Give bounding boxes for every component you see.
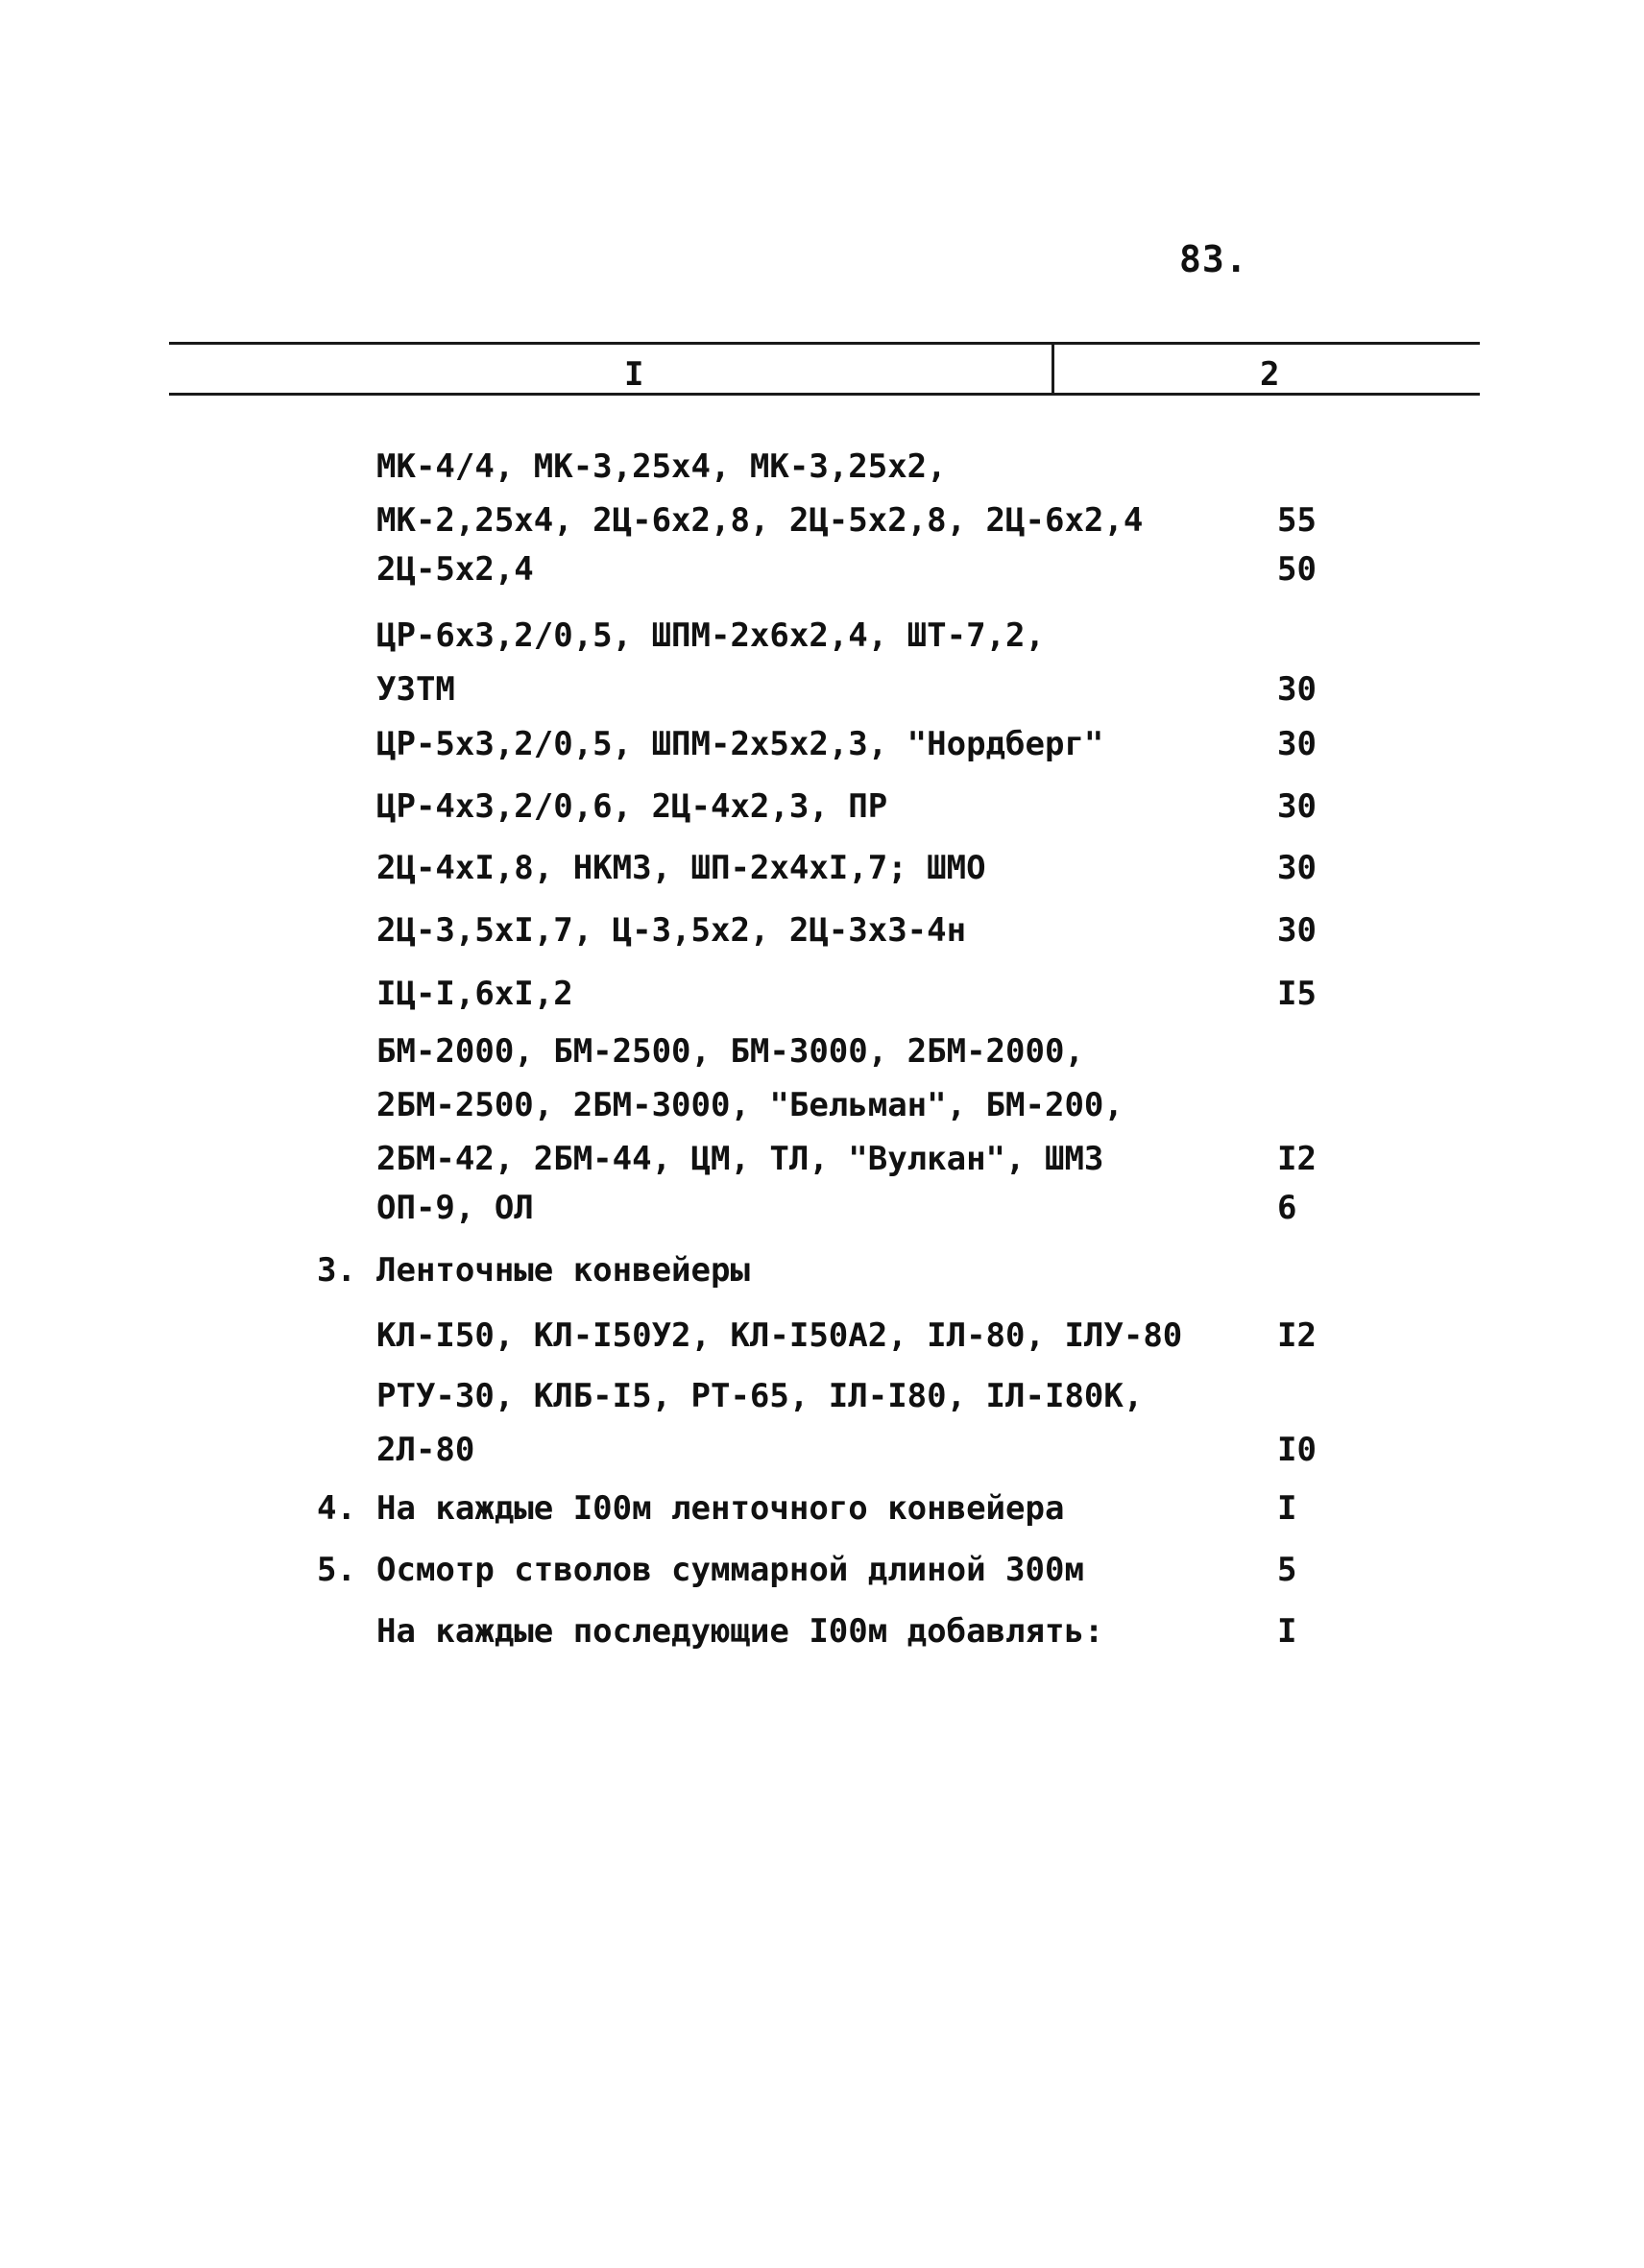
row-value: I [1277,1489,1297,1528]
row-number: 3. [317,1251,356,1290]
row-description [376,1025,1193,1186]
row-number: 4. [317,1489,356,1528]
row-description-line: ОП-9, ОЛ [376,1189,534,1227]
row-description-line: РТУ-30, КЛБ-I5, РТ-65, IЛ-I80, IЛ-I80К, [376,1377,1144,1415]
row-description-line: 2БМ-2500, 2БМ-3000, "Бельман", БМ-200, [376,1086,1124,1124]
row-description-line: 2БМ-42, 2БМ-44, ЦМ, ТЛ, "Вулкан", ШМЗ [376,1140,1104,1178]
row-value: 30 [1277,787,1317,826]
row-description-line: ЦР-4х3,2/0,6, 2Ц-4х2,3, ПР [376,787,888,826]
row-value: I2 [1277,1316,1317,1355]
row-description [376,841,1193,895]
row-description-line: На каждые последующие I00м добавлять: [376,1612,1104,1651]
row-description-line: IЦ-I,6хI,2 [376,975,573,1013]
row-description-line: КЛ-I50, КЛ-I50У2, КЛ-I50А2, IЛ-80, IЛУ-80 [376,1316,1183,1355]
row-description-line: 2Л-80 [376,1431,475,1469]
row-value: I5 [1277,975,1317,1013]
row-description [376,780,1193,833]
row-number: 5. [317,1551,356,1589]
column-divider [1052,342,1054,394]
row-value: 5 [1277,1551,1297,1589]
column-header-2: 2 [1260,355,1280,394]
row-description-line: ЦР-6х3,2/0,5, ШПМ-2х6х2,4, ШТ-7,2, [376,616,1045,655]
row-description [376,1309,1193,1363]
row-description [376,609,1193,716]
row-value: 30 [1277,670,1317,709]
row-value: 6 [1277,1189,1297,1227]
table-rule-bottom [169,393,1480,396]
row-value: I [1277,1612,1297,1651]
row-description [376,1604,1193,1658]
row-description [376,904,1193,957]
row-description [376,543,1193,596]
row-value: 30 [1277,725,1317,763]
row-description-line: 2Ц-4хI,8, НКМЗ, ШП-2х4хI,7; ШМО [376,849,986,887]
row-description [376,1243,1193,1297]
row-value: 50 [1277,550,1317,589]
row-description [376,1181,1193,1235]
row-description-line: 2Ц-3,5хI,7, Ц-3,5х2, 2Ц-3х3-4н [376,911,967,950]
row-description-line: МК-2,25х4, 2Ц-6х2,8, 2Ц-5х2,8, 2Ц-6х2,4 [376,501,1144,540]
row-description [376,1369,1193,1477]
row-description-line: Ленточные конвейеры [376,1251,750,1290]
row-value: 30 [1277,849,1317,887]
table-rule-top [169,342,1480,345]
row-description-line: 2Ц-5х2,4 [376,550,534,589]
row-value: I2 [1277,1140,1317,1178]
column-header-1: I [624,355,644,394]
row-value: 30 [1277,911,1317,950]
row-description-line: Осмотр стволов суммарной длиной 300м [376,1551,1084,1589]
row-description-line: УЗТМ [376,670,455,709]
row-description-line: БМ-2000, БМ-2500, БМ-3000, 2БМ-2000, [376,1032,1084,1071]
row-description [376,1543,1193,1597]
row-description-line: ЦР-5х3,2/0,5, ШПМ-2х5х2,3, "Нордберг" [376,725,1104,763]
row-value: 55 [1277,501,1317,540]
row-description [376,440,1193,547]
row-description-line: На каждые I00м ленточного конвейера [376,1489,1065,1528]
row-description-line: МК-4/4, МК-3,25х4, МК-3,25х2, [376,447,947,486]
page-number: 83. [1179,238,1248,280]
row-description [376,967,1193,1021]
row-value: I0 [1277,1431,1317,1469]
row-description [376,717,1193,771]
row-description [376,1482,1193,1535]
